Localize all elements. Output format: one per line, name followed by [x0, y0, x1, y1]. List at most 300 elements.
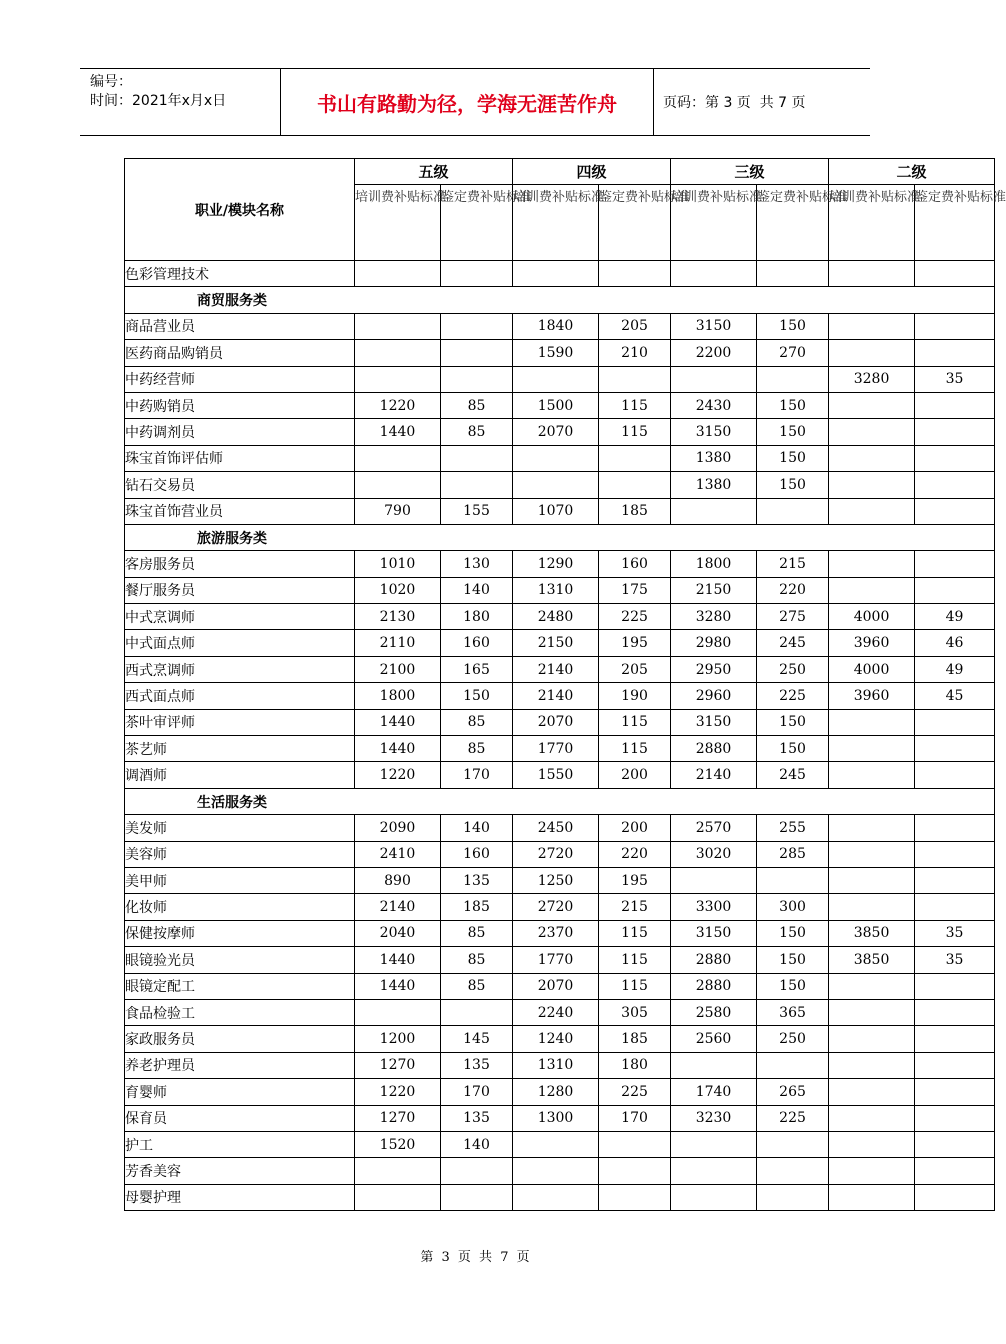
appraisal-fee-cell: 45	[915, 683, 995, 709]
header-motto: 书山有路勤为径，学海无涯苦作舟	[281, 69, 654, 135]
appraisal-fee-cell	[915, 841, 995, 867]
training-fee-cell: 1770	[513, 947, 599, 973]
table-row	[125, 419, 995, 445]
training-fee-cell: 4000	[829, 604, 915, 630]
table-row	[125, 1079, 995, 1105]
appraisal-fee-cell: 115	[599, 419, 671, 445]
training-fee-cell: 2130	[355, 604, 441, 630]
appraisal-fee-cell: 200	[599, 815, 671, 841]
training-fee-cell	[829, 1184, 915, 1210]
occupation-name: 眼镜定配工	[125, 973, 355, 999]
occupation-name: 中药调剂员	[125, 419, 355, 445]
appraisal-fee-cell: 150	[757, 920, 829, 946]
training-fee-cell	[355, 445, 441, 471]
appraisal-fee-cell	[915, 551, 995, 577]
training-fee-cell: 1290	[513, 551, 599, 577]
training-fee-cell	[829, 577, 915, 603]
appraisal-fee-cell: 140	[441, 577, 513, 603]
appraisal-fee-cell	[441, 1184, 513, 1210]
appraisal-fee-cell	[915, 261, 995, 287]
training-fee-cell: 1380	[671, 472, 757, 498]
appraisal-fee-cell	[915, 1131, 995, 1157]
appraisal-fee-cell: 170	[441, 1079, 513, 1105]
appraisal-fee-cell: 225	[599, 1079, 671, 1105]
appraisal-fee-cell: 190	[599, 683, 671, 709]
training-fee-cell: 3280	[671, 604, 757, 630]
table-row	[125, 445, 995, 471]
appraisal-fee-cell: 180	[441, 604, 513, 630]
subheader-cell: 培训费补贴标准	[671, 185, 757, 261]
appraisal-fee-cell: 150	[757, 392, 829, 418]
table-row	[125, 498, 995, 524]
level-header-4: 四级	[513, 159, 671, 185]
appraisal-fee-cell: 150	[441, 683, 513, 709]
appraisal-fee-cell	[599, 1184, 671, 1210]
appraisal-fee-cell: 85	[441, 973, 513, 999]
appraisal-fee-cell: 150	[757, 313, 829, 339]
appraisal-fee-cell	[599, 1131, 671, 1157]
appraisal-fee-cell	[915, 1184, 995, 1210]
appraisal-fee-cell: 85	[441, 392, 513, 418]
appraisal-fee-cell: 115	[599, 947, 671, 973]
appraisal-fee-cell	[915, 1052, 995, 1078]
occupation-name: 中式面点师	[125, 630, 355, 656]
appraisal-fee-cell	[441, 366, 513, 392]
training-fee-cell: 3850	[829, 947, 915, 973]
training-fee-cell	[829, 392, 915, 418]
occupation-name: 西式面点师	[125, 683, 355, 709]
training-fee-cell: 3960	[829, 630, 915, 656]
training-fee-cell: 1440	[355, 419, 441, 445]
appraisal-fee-cell: 150	[757, 445, 829, 471]
training-fee-cell	[829, 867, 915, 893]
training-fee-cell: 1220	[355, 392, 441, 418]
training-fee-cell	[671, 366, 757, 392]
table-row	[125, 392, 995, 418]
training-fee-cell	[513, 445, 599, 471]
table-row	[125, 920, 995, 946]
training-fee-cell: 1250	[513, 867, 599, 893]
appraisal-fee-cell: 365	[757, 999, 829, 1025]
appraisal-fee-cell: 245	[757, 762, 829, 788]
occupation-name: 医药商品购销员	[125, 340, 355, 366]
training-fee-cell: 1440	[355, 709, 441, 735]
training-fee-cell: 3230	[671, 1105, 757, 1131]
appraisal-fee-cell: 185	[599, 498, 671, 524]
appraisal-fee-cell: 155	[441, 498, 513, 524]
appraisal-fee-cell: 85	[441, 419, 513, 445]
training-fee-cell: 1270	[355, 1105, 441, 1131]
training-fee-cell	[829, 999, 915, 1025]
training-fee-cell	[355, 472, 441, 498]
appraisal-fee-cell: 115	[599, 709, 671, 735]
appraisal-fee-cell: 210	[599, 340, 671, 366]
training-fee-cell: 4000	[829, 656, 915, 682]
training-fee-cell	[829, 709, 915, 735]
training-fee-cell: 3150	[671, 313, 757, 339]
training-fee-cell	[829, 736, 915, 762]
training-fee-cell: 3850	[829, 920, 915, 946]
appraisal-fee-cell	[599, 366, 671, 392]
appraisal-fee-cell	[441, 472, 513, 498]
appraisal-fee-cell: 35	[915, 920, 995, 946]
header-meta	[80, 69, 281, 135]
appraisal-fee-cell: 165	[441, 656, 513, 682]
appraisal-fee-cell: 140	[441, 1131, 513, 1157]
training-fee-cell: 3020	[671, 841, 757, 867]
appraisal-fee-cell: 225	[757, 683, 829, 709]
subheader-cell: 培训费补贴标准	[829, 185, 915, 261]
training-fee-cell: 2370	[513, 920, 599, 946]
training-fee-cell	[829, 445, 915, 471]
training-fee-cell: 1840	[513, 313, 599, 339]
appraisal-fee-cell: 135	[441, 1105, 513, 1131]
appraisal-fee-cell	[915, 577, 995, 603]
training-fee-cell: 2240	[513, 999, 599, 1025]
table-row	[125, 736, 995, 762]
training-fee-cell	[829, 1026, 915, 1052]
training-fee-cell: 1550	[513, 762, 599, 788]
table-row	[125, 683, 995, 709]
page-footer: 第 3 页 共 7 页	[420, 1250, 530, 1265]
training-fee-cell: 2430	[671, 392, 757, 418]
appraisal-fee-cell: 225	[757, 1105, 829, 1131]
training-fee-cell	[513, 1184, 599, 1210]
appraisal-fee-cell	[757, 261, 829, 287]
appraisal-fee-cell: 85	[441, 920, 513, 946]
subheader-cell: 鉴定费补贴标准	[441, 185, 513, 261]
appraisal-fee-cell	[757, 1184, 829, 1210]
training-fee-cell: 2950	[671, 656, 757, 682]
appraisal-fee-cell	[915, 498, 995, 524]
appraisal-fee-cell	[441, 1158, 513, 1184]
training-fee-cell: 1240	[513, 1026, 599, 1052]
table-row	[125, 709, 995, 735]
occupation-name: 珠宝首饰评估师	[125, 445, 355, 471]
appraisal-fee-cell: 85	[441, 736, 513, 762]
training-fee-cell: 1440	[355, 947, 441, 973]
appraisal-fee-cell	[915, 762, 995, 788]
occupation-name: 化妆师	[125, 894, 355, 920]
training-fee-cell: 2720	[513, 841, 599, 867]
training-fee-cell	[513, 1158, 599, 1184]
training-fee-cell	[829, 815, 915, 841]
appraisal-fee-cell	[915, 736, 995, 762]
appraisal-fee-cell: 175	[599, 577, 671, 603]
training-fee-cell: 2070	[513, 419, 599, 445]
appraisal-fee-cell: 205	[599, 656, 671, 682]
training-fee-cell	[829, 762, 915, 788]
appraisal-fee-cell: 115	[599, 736, 671, 762]
appraisal-fee-cell: 115	[599, 920, 671, 946]
training-fee-cell: 2410	[355, 841, 441, 867]
training-fee-cell: 3300	[671, 894, 757, 920]
subheader-cell: 鉴定费补贴标准	[915, 185, 995, 261]
occupation-name: 茶叶审评师	[125, 709, 355, 735]
training-fee-cell: 2150	[513, 630, 599, 656]
occupation-name: 家政服务员	[125, 1026, 355, 1052]
appraisal-fee-cell: 195	[599, 630, 671, 656]
training-fee-cell	[355, 313, 441, 339]
occupation-column-header: 职业/模块名称	[125, 159, 355, 261]
appraisal-fee-cell: 245	[757, 630, 829, 656]
fee-table-body	[125, 261, 995, 1211]
training-fee-cell: 2150	[671, 577, 757, 603]
section-row	[125, 788, 995, 814]
training-fee-cell	[829, 340, 915, 366]
occupation-name: 育婴师	[125, 1079, 355, 1105]
appraisal-fee-cell	[915, 973, 995, 999]
table-row	[125, 1105, 995, 1131]
training-fee-cell: 2140	[671, 762, 757, 788]
training-fee-cell	[355, 1184, 441, 1210]
training-fee-cell: 2720	[513, 894, 599, 920]
appraisal-fee-cell: 85	[441, 947, 513, 973]
training-fee-cell	[671, 867, 757, 893]
occupation-name: 食品检验工	[125, 999, 355, 1025]
appraisal-fee-cell: 215	[757, 551, 829, 577]
section-title: 商贸服务类	[125, 287, 995, 313]
training-fee-cell: 3960	[829, 683, 915, 709]
table-row	[125, 604, 995, 630]
training-fee-cell: 1500	[513, 392, 599, 418]
training-fee-cell: 1440	[355, 973, 441, 999]
training-fee-cell	[829, 498, 915, 524]
fee-table	[124, 158, 1006, 1211]
appraisal-fee-cell: 265	[757, 1079, 829, 1105]
page-label: 页码：第 3 页 共 7 页	[663, 95, 806, 111]
occupation-name: 中药购销员	[125, 392, 355, 418]
appraisal-fee-cell: 135	[441, 867, 513, 893]
table-row	[125, 1184, 995, 1210]
training-fee-cell: 2140	[355, 894, 441, 920]
appraisal-fee-cell: 255	[757, 815, 829, 841]
training-fee-cell: 1300	[513, 1105, 599, 1131]
occupation-name: 芳香美容	[125, 1158, 355, 1184]
appraisal-fee-cell	[757, 1131, 829, 1157]
training-fee-cell: 2040	[355, 920, 441, 946]
table-row	[125, 999, 995, 1025]
training-fee-cell	[829, 261, 915, 287]
training-fee-cell: 1310	[513, 1052, 599, 1078]
training-fee-cell	[829, 894, 915, 920]
appraisal-fee-cell: 185	[599, 1026, 671, 1052]
table-row	[125, 340, 995, 366]
training-fee-cell: 1800	[671, 551, 757, 577]
training-fee-cell: 2200	[671, 340, 757, 366]
appraisal-fee-cell: 250	[757, 1026, 829, 1052]
appraisal-fee-cell: 85	[441, 709, 513, 735]
appraisal-fee-cell	[915, 1079, 995, 1105]
occupation-name: 餐厅服务员	[125, 577, 355, 603]
appraisal-fee-cell: 160	[441, 841, 513, 867]
occupation-name: 中药经营师	[125, 366, 355, 392]
appraisal-fee-cell: 115	[599, 973, 671, 999]
training-fee-cell: 2880	[671, 736, 757, 762]
appraisal-fee-cell	[915, 1105, 995, 1131]
appraisal-fee-cell	[599, 1158, 671, 1184]
subheader-cell: 培训费补贴标准	[513, 185, 599, 261]
appraisal-fee-cell	[757, 1158, 829, 1184]
table-row	[125, 947, 995, 973]
section-title: 生活服务类	[125, 788, 995, 814]
table-row	[125, 577, 995, 603]
training-fee-cell: 2070	[513, 973, 599, 999]
occupation-name: 西式烹调师	[125, 656, 355, 682]
training-fee-cell: 2100	[355, 656, 441, 682]
training-fee-cell: 2980	[671, 630, 757, 656]
training-fee-cell: 2960	[671, 683, 757, 709]
appraisal-fee-cell: 35	[915, 947, 995, 973]
training-fee-cell: 2450	[513, 815, 599, 841]
appraisal-fee-cell	[915, 894, 995, 920]
fee-table-container	[124, 158, 1006, 1211]
appraisal-fee-cell: 305	[599, 999, 671, 1025]
training-fee-cell	[671, 1184, 757, 1210]
training-fee-cell: 2560	[671, 1026, 757, 1052]
training-fee-cell: 3150	[671, 709, 757, 735]
table-row	[125, 630, 995, 656]
training-fee-cell: 1520	[355, 1131, 441, 1157]
occupation-name: 商品营业员	[125, 313, 355, 339]
subheader-cell: 培训费补贴标准	[355, 185, 441, 261]
section-title: 旅游服务类	[125, 524, 995, 550]
time-label: 时间：2021年x月x日	[90, 93, 227, 109]
training-fee-cell	[829, 1158, 915, 1184]
occupation-name: 护工	[125, 1131, 355, 1157]
training-fee-cell: 2880	[671, 947, 757, 973]
appraisal-fee-cell: 150	[757, 973, 829, 999]
appraisal-fee-cell: 170	[599, 1105, 671, 1131]
training-fee-cell: 890	[355, 867, 441, 893]
occupation-name: 美甲师	[125, 867, 355, 893]
table-row	[125, 551, 995, 577]
appraisal-fee-cell: 195	[599, 867, 671, 893]
occupation-name: 养老护理员	[125, 1052, 355, 1078]
appraisal-fee-cell	[599, 472, 671, 498]
table-row	[125, 1131, 995, 1157]
training-fee-cell	[829, 313, 915, 339]
training-fee-cell	[829, 419, 915, 445]
occupation-name: 眼镜验光员	[125, 947, 355, 973]
appraisal-fee-cell	[915, 1026, 995, 1052]
training-fee-cell: 2570	[671, 815, 757, 841]
occupation-name: 美容师	[125, 841, 355, 867]
training-fee-cell: 2580	[671, 999, 757, 1025]
table-row	[125, 894, 995, 920]
training-fee-cell	[829, 551, 915, 577]
appraisal-fee-cell	[441, 340, 513, 366]
table-row	[125, 841, 995, 867]
appraisal-fee-cell	[915, 340, 995, 366]
appraisal-fee-cell: 275	[757, 604, 829, 630]
appraisal-fee-cell: 160	[441, 630, 513, 656]
table-row	[125, 261, 995, 287]
appraisal-fee-cell	[599, 261, 671, 287]
appraisal-fee-cell: 170	[441, 762, 513, 788]
occupation-name: 保健按摩师	[125, 920, 355, 946]
appraisal-fee-cell	[757, 1052, 829, 1078]
section-row	[125, 287, 995, 313]
training-fee-cell: 1280	[513, 1079, 599, 1105]
table-row	[125, 815, 995, 841]
appraisal-fee-cell	[915, 472, 995, 498]
table-row	[125, 1052, 995, 1078]
appraisal-fee-cell	[915, 392, 995, 418]
occupation-name: 保育员	[125, 1105, 355, 1131]
training-fee-cell: 2140	[513, 656, 599, 682]
training-fee-cell	[829, 1079, 915, 1105]
subheader-cell: 鉴定费补贴标准	[757, 185, 829, 261]
training-fee-cell: 790	[355, 498, 441, 524]
training-fee-cell	[355, 340, 441, 366]
document-header	[80, 68, 870, 136]
training-fee-cell: 2880	[671, 973, 757, 999]
table-row	[125, 472, 995, 498]
training-fee-cell: 2070	[513, 709, 599, 735]
training-fee-cell	[355, 366, 441, 392]
training-fee-cell: 1010	[355, 551, 441, 577]
level-header-2: 二级	[829, 159, 995, 185]
appraisal-fee-cell	[915, 815, 995, 841]
appraisal-fee-cell: 35	[915, 366, 995, 392]
appraisal-fee-cell: 130	[441, 551, 513, 577]
appraisal-fee-cell: 46	[915, 630, 995, 656]
table-row	[125, 762, 995, 788]
training-fee-cell: 1220	[355, 1079, 441, 1105]
training-fee-cell: 1380	[671, 445, 757, 471]
occupation-name: 钻石交易员	[125, 472, 355, 498]
training-fee-cell: 1200	[355, 1026, 441, 1052]
training-fee-cell	[513, 261, 599, 287]
header-page-info	[654, 69, 870, 135]
training-fee-cell: 1220	[355, 762, 441, 788]
appraisal-fee-cell	[441, 445, 513, 471]
occupation-name: 母婴护理	[125, 1184, 355, 1210]
appraisal-fee-cell: 285	[757, 841, 829, 867]
appraisal-fee-cell: 150	[757, 419, 829, 445]
training-fee-cell	[829, 1131, 915, 1157]
appraisal-fee-cell: 300	[757, 894, 829, 920]
level-header-row	[125, 159, 995, 185]
appraisal-fee-cell: 220	[757, 577, 829, 603]
appraisal-fee-cell: 150	[757, 472, 829, 498]
appraisal-fee-cell: 145	[441, 1026, 513, 1052]
appraisal-fee-cell	[441, 313, 513, 339]
training-fee-cell	[829, 472, 915, 498]
training-fee-cell: 1590	[513, 340, 599, 366]
appraisal-fee-cell: 140	[441, 815, 513, 841]
table-row	[125, 867, 995, 893]
training-fee-cell	[829, 973, 915, 999]
training-fee-cell: 1270	[355, 1052, 441, 1078]
appraisal-fee-cell	[599, 445, 671, 471]
occupation-name: 珠宝首饰营业员	[125, 498, 355, 524]
training-fee-cell	[829, 1052, 915, 1078]
occupation-name: 调酒师	[125, 762, 355, 788]
appraisal-fee-cell: 150	[757, 709, 829, 735]
training-fee-cell: 1740	[671, 1079, 757, 1105]
appraisal-fee-cell	[915, 999, 995, 1025]
number-label: 编号：	[90, 74, 132, 90]
appraisal-fee-cell	[441, 999, 513, 1025]
appraisal-fee-cell	[441, 261, 513, 287]
training-fee-cell: 3150	[671, 419, 757, 445]
training-fee-cell	[513, 472, 599, 498]
appraisal-fee-cell: 215	[599, 894, 671, 920]
training-fee-cell	[355, 999, 441, 1025]
table-row	[125, 1026, 995, 1052]
